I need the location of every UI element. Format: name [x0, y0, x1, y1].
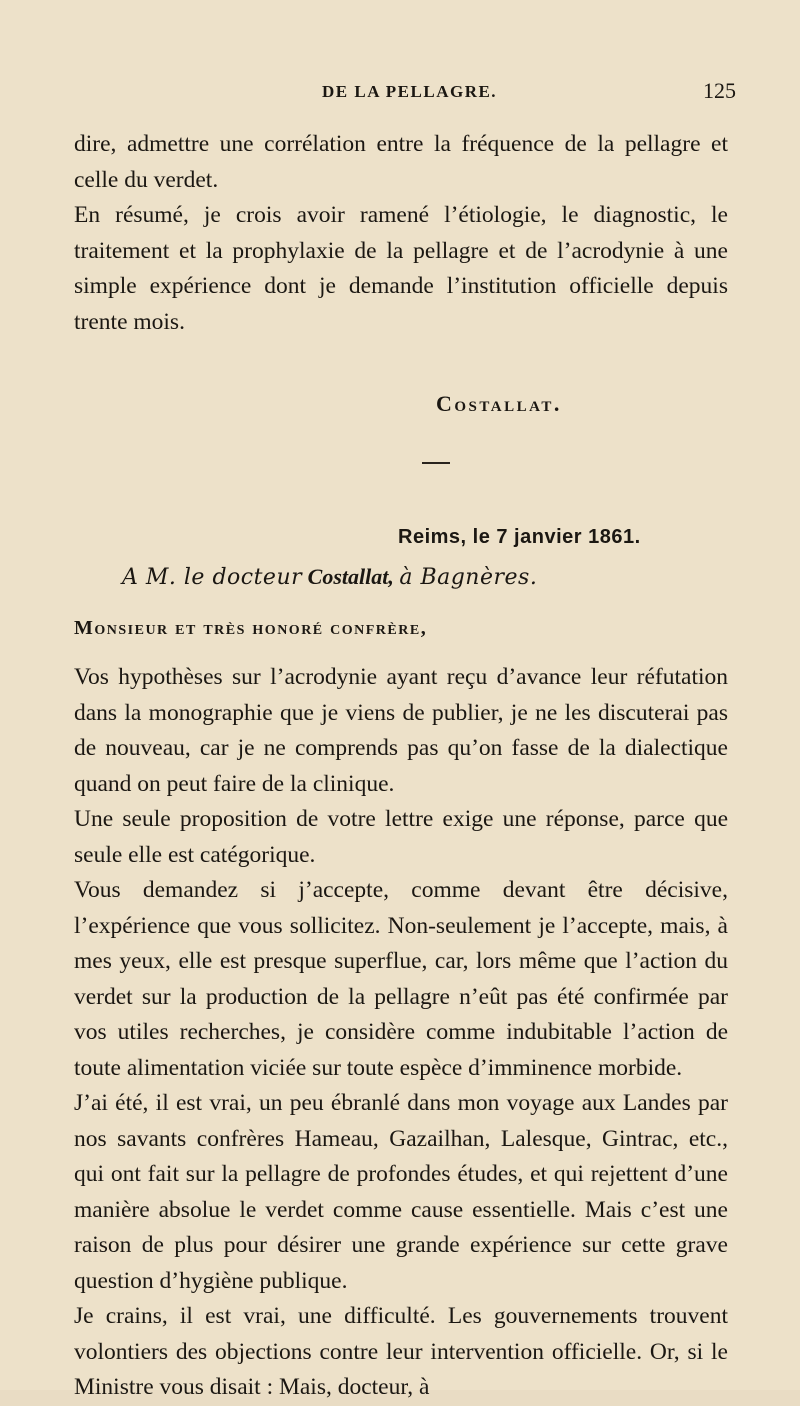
separator-rule — [422, 462, 450, 464]
intro-paragraph-2: En résumé, je crois avoir ramené l’étiologie, le diagnostic, le traitement et la prophylaxie de la pellagre et de l’acrodynie à une simple expérience dont je demande l’institution officielle depuis trente mois. — [74, 202, 728, 335]
letter-salutation: Monsieur et très honoré confrère, — [74, 617, 428, 639]
intro-paragraph-1: dire, admettre une corrélation entre la fréquence de la pellagre et celle du verdet. — [74, 131, 728, 193]
letter-paragraph-5: Je crains, il est vrai, une difficulté. Les gouvernements trouvent volontiers des objections contre leur intervention officielle. Or, si le Ministre vous disait : Mais, docteur, à — [74, 1303, 728, 1400]
letter-dateline: Reims, le 7 janvier 1861. — [398, 526, 641, 548]
address-prefix: A M. le docteur — [122, 565, 303, 590]
address-suffix: à Bagnères. — [399, 565, 538, 590]
page-number: 125 — [703, 78, 736, 103]
intro-text — [74, 127, 728, 340]
signature: Costallat. — [436, 391, 562, 416]
letter-address — [122, 564, 537, 590]
running-header — [0, 78, 800, 112]
letter-paragraph-3: Vous demandez si j’accepte, comme devant être décisive, l’expérience que vous sollicitez. Non-seulement je l’accepte, mais, à mes yeux, elle est presque superflue, car, lors même que l’action du verdet sur la production de la pellagre n’eût pas été confirmée par vos utiles recherches, je considère comme indubitable l’action de toute alimentation viciée sur toute espèce d’imminence morbide. — [74, 877, 728, 1081]
address-name: Costallat, — [307, 564, 394, 589]
running-title: DE LA PELLAGRE. — [322, 82, 498, 101]
letter-paragraph-1: Vos hypothèses sur l’acrodynie ayant reçu d’avance leur réfutation dans la monographie que je viens de publier, je ne les discuterai pas de nouveau, car je ne comprends pas qu’on fasse de la dialectique quand on peut faire de la clinique. — [74, 664, 728, 797]
letter-body — [74, 660, 728, 1406]
letter-paragraph-4: J’ai été, il est vrai, un peu ébranlé dans mon voyage aux Landes par nos savants confrères Hameau, Gazailhan, Lalesque, Gintrac, etc., qui ont fait sur la pellagre de profondes études, et qui rejettent d’une manière absolue le verdet comme cause essentielle. Mais c’est une raison de plus pour désirer une grande expérience sur cette grave question d’hygiène publique. — [74, 1090, 728, 1294]
letter-paragraph-2: Une seule proposition de votre lettre exige une réponse, parce que seule elle est catégorique. — [74, 806, 728, 868]
